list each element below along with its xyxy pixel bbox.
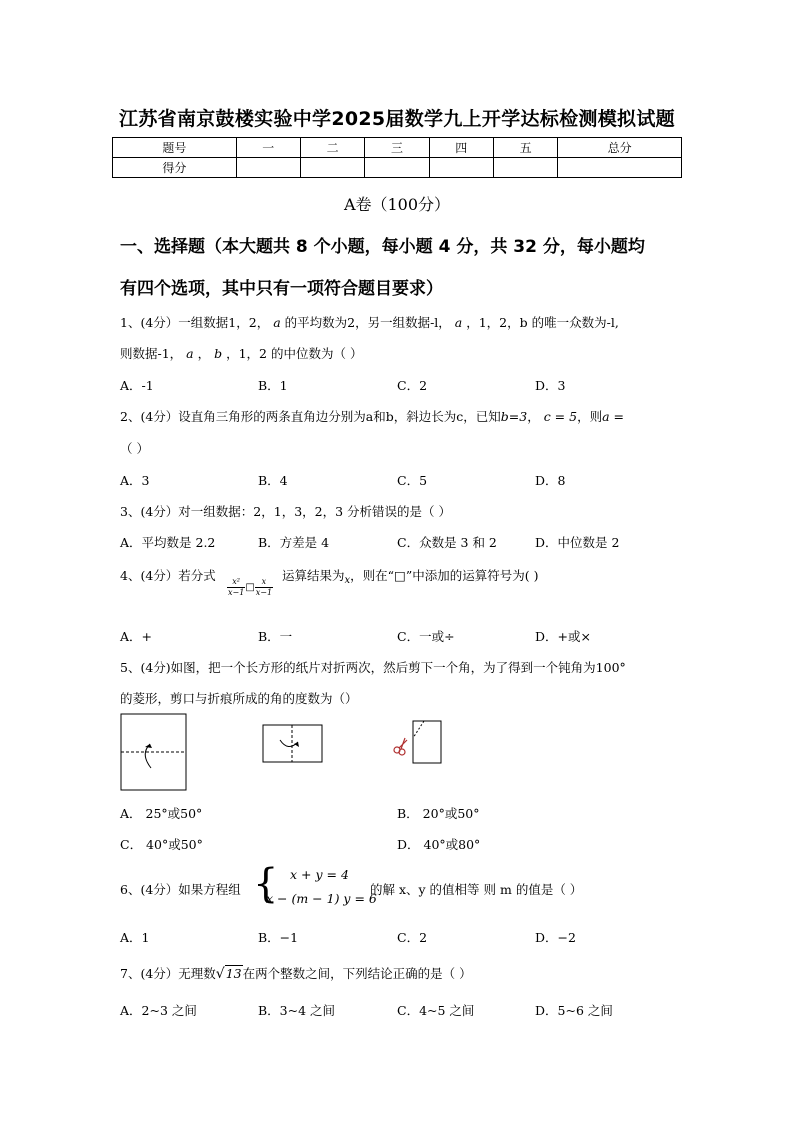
q2-option-b[interactable]: B．4 [258,473,288,488]
q6-brace: { [253,861,279,907]
q5-line1: 5、(4分)如图，把一个长方形的纸片对折两次，然后剪下一个角，为了得到一个钝角为100° [120,660,626,675]
q3-option-d[interactable]: D．中位数是 2 [535,535,620,550]
q4-var-x: x [344,575,351,586]
q1-var-b: b [214,346,223,361]
q4-text-b: 运算结果为 [282,568,345,583]
q4-text-a: 4、(4分）若分式 [120,568,216,583]
score-header-cell: 一 [236,138,300,158]
score-header-cell: 五 [493,138,557,158]
score-cell[interactable] [300,158,364,178]
q1-var-a: a [273,315,281,330]
q2-text-a: 2、(4分）设直角三角形的两条直角边分别为a和b，斜边长为c，已知 [120,409,501,424]
q6-equation-2: x − (m − 1) y = 6 [266,891,377,906]
q7-radicand: 13 [225,966,242,981]
exam-title: 江苏省南京鼓楼实验中学2025届数学九上开学达标检测模拟试题 [119,108,675,130]
q6-line1-a: 6、(4分）如果方程组 [120,882,241,897]
q4-frac2-num: x [255,577,273,588]
q1-option-c[interactable]: C．2 [397,378,428,393]
q4-frac2-den: x−1 [255,588,273,597]
q7-option-d[interactable]: D．5~6 之间 [535,1003,613,1018]
q4-text-c: ，则在“□”中添加的运算符号为( ) [350,568,539,583]
q5-figure-2 [260,722,326,766]
q4-expression [227,577,273,598]
q1-text-c: ，1，2，b 的唯一众数为-l, [466,315,619,330]
score-header-cell: 题号 [113,138,237,158]
score-header-cell: 三 [365,138,429,158]
q2-eq-a: a = [602,409,624,424]
q1-text-b: 的平均数为2，另一组数据-l， [284,315,451,330]
score-header-cell: 二 [300,138,364,158]
q2-eq-c: c = 5 [543,409,578,424]
q5-line2: 的菱形，剪口与折痕所成的角的度数为（） [120,691,358,706]
section-title: A卷（100分） [343,195,451,214]
q1-line1 [120,313,619,331]
q1-text-f: ，1，2 的中位数为（ ） [226,346,363,361]
q7-line1 [120,964,472,982]
q4-option-a[interactable]: A．+ [120,629,153,644]
scissors-icon [394,738,407,755]
q1-option-b[interactable]: B．1 [258,378,288,393]
q1-var-a-3: a [186,346,194,361]
q5-option-b[interactable]: B． 20°或50° [397,806,480,821]
q5-figure-1 [118,712,190,794]
q4-frac1-den: x−1 [228,588,245,597]
q1-line2 [120,344,362,362]
q3-line1: 3、(4分）对一组数据：2，1，3，2，3 分析错误的是（ ） [120,504,451,519]
q3-option-b[interactable]: B．方差是 4 [258,535,330,550]
q2-sep: ， [527,409,540,424]
q5-option-d[interactable]: D． 40°或80° [397,837,481,852]
q4-line1 [120,566,216,584]
q5-option-a[interactable]: A． 25°或50° [120,806,203,821]
score-row-label: 得分 [113,158,237,178]
q3-option-a[interactable]: A．平均数是 2.2 [120,535,216,550]
q7-text-b: 在两个整数之间，下列结论正确的是（ ） [242,966,472,981]
q1-var-a-2: a [454,315,463,330]
score-header-cell: 总分 [558,138,682,158]
q4-fraction-2 [255,577,273,598]
q6-line1-b: 的解 x、y 的值相等 则 m 的值是（ ） [370,882,583,897]
q2-option-d[interactable]: D．8 [535,473,566,488]
score-table-score-row [113,158,682,178]
q1-option-a[interactable]: A．-1 [120,378,154,393]
q4-line1-b [282,566,538,586]
score-cell[interactable] [236,158,300,178]
q7-text-a: 7、(4分）无理数 [120,966,216,981]
q4-option-d[interactable]: D．+或× [535,629,591,644]
q1-text-a: 1、(4分）一组数据1，2， [120,315,270,330]
score-table [112,137,682,178]
q6-option-a[interactable]: A．1 [120,930,150,945]
q1-option-d[interactable]: D．3 [535,378,566,393]
q6-option-b[interactable]: B．−1 [258,930,299,945]
q1-text-e: ， [197,346,211,361]
score-cell[interactable] [365,158,429,178]
score-cell[interactable] [558,158,682,178]
q4-fraction-1 [227,577,245,598]
q7-option-c[interactable]: C．4~5 之间 [397,1003,475,1018]
part1-heading-line2: 有四个选项，其中只有一项符合题目要求） [120,279,443,299]
q7-option-b[interactable]: B．3~4 之间 [258,1003,336,1018]
q4-option-b[interactable]: B．一 [258,629,293,644]
q3-option-c[interactable]: C．众数是 3 和 2 [397,535,497,550]
q2-option-c[interactable]: C．5 [397,473,428,488]
q7-option-a[interactable]: A．2~3 之间 [120,1003,197,1018]
part1-heading-line1: 一、选择题（本大题共 8 个小题，每小题 4 分，共 32 分，每小题均 [120,237,645,257]
q6-option-c[interactable]: C．2 [397,930,428,945]
score-cell[interactable] [493,158,557,178]
q5-option-c[interactable]: C． 40°或50° [120,837,203,852]
q2-option-a[interactable]: A．3 [120,473,150,488]
q4-option-c[interactable]: C．一或÷ [397,629,455,644]
q6-option-d[interactable]: D．−2 [535,930,576,945]
q7-sqrt-sign: √ [215,966,225,982]
q6-equation-1: x + y = 4 [290,867,349,882]
score-cell[interactable] [429,158,493,178]
q2-eq-b: b=3 [500,409,528,424]
q5-figure-3 [390,718,446,768]
q2-line1 [120,407,624,425]
q2-line2: （ ） [120,441,149,456]
score-table-header-row [113,138,682,158]
q4-frac1-num: x² [227,577,245,588]
q2-text-b: ，则 [577,409,603,424]
q4-box: □ [245,582,255,593]
q1-text-d: 则数据-1， [120,346,183,361]
score-header-cell: 四 [429,138,493,158]
